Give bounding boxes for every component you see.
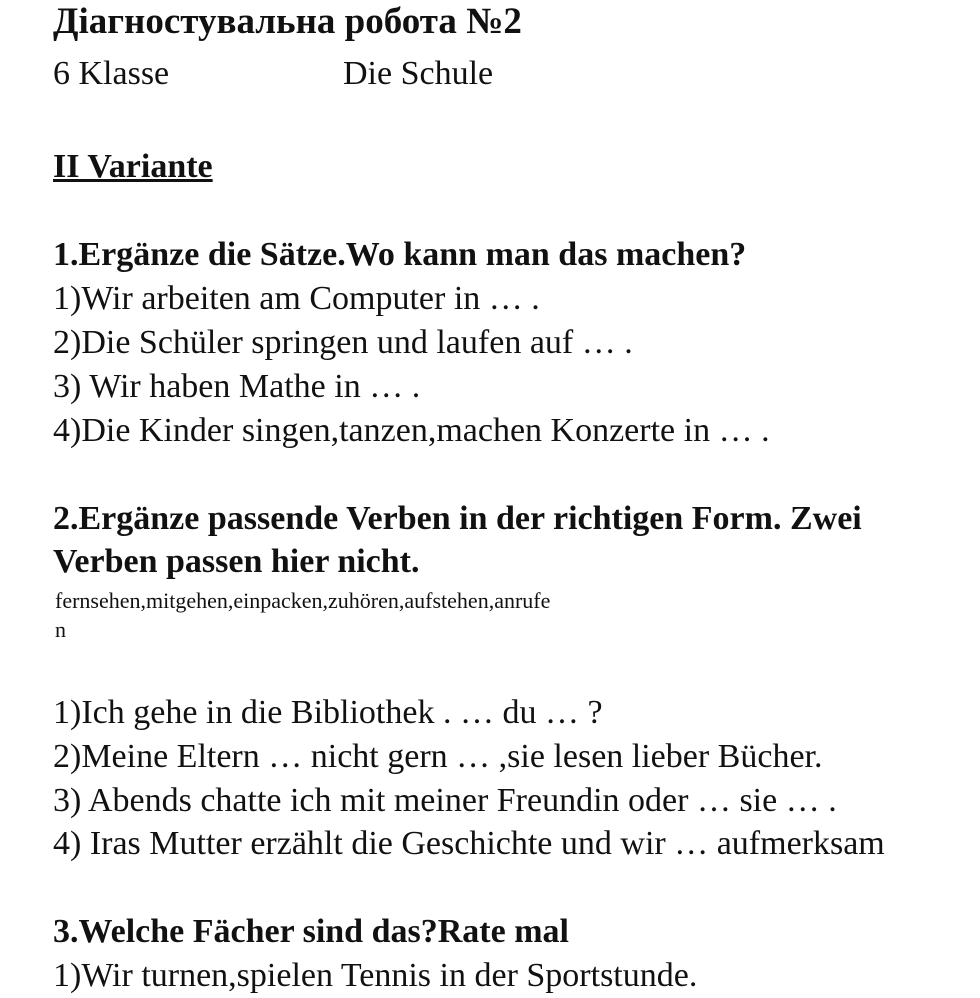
grade-label: 6 Klasse (53, 55, 170, 92)
task-2-word-bank-line-1: fernsehen,mitgehen,einpacken,zuhören,aufstehen,anrufe (55, 588, 551, 613)
task-1-heading: 1.Ergänze die Sätze.Wo kann man das machen? (53, 236, 747, 273)
task-2-item-4: 4) Iras Mutter erzählt die Geschichte und wir … aufmerksam (53, 825, 885, 862)
task-2-heading-line-1: 2.Ergänze passende Verben in der richtigen Form. Zwei (53, 500, 862, 537)
task-2-item-2: 2)Meine Eltern … nicht gern … ,sie lesen lieber Bücher. (53, 738, 823, 775)
task-1-item-1: 1)Wir arbeiten am Computer in … . (53, 280, 540, 317)
task-2-word-bank-line-2: n (55, 617, 66, 642)
task-2-item-3: 3) Abends chatte ich mit meiner Freundin oder … sie … . (53, 782, 837, 819)
task-2-item-1: 1)Ich gehe in die Bibliothek . … du … ? (53, 694, 603, 731)
task-3-item-1: 1)Wir turnen,spielen Tennis in der Sportstunde. (53, 957, 698, 994)
task-1-item-3: 3) Wir haben Mathe in … . (53, 368, 421, 405)
task-2-heading-line-2: Verben passen hier nicht. (53, 543, 420, 580)
variant-heading: II Variante (53, 148, 213, 185)
task-1-item-4: 4)Die Kinder singen,tanzen,machen Konzerte in … . (53, 412, 770, 449)
worksheet-subtitle (53, 52, 493, 96)
task-1-item-2: 2)Die Schüler springen und laufen auf … . (53, 324, 633, 361)
topic-label: Die Schule (343, 55, 494, 92)
task-3-heading: 3.Welche Fächer sind das?Rate mal (53, 913, 569, 950)
worksheet-title: Діагностувальна робота №2 (53, 1, 522, 42)
